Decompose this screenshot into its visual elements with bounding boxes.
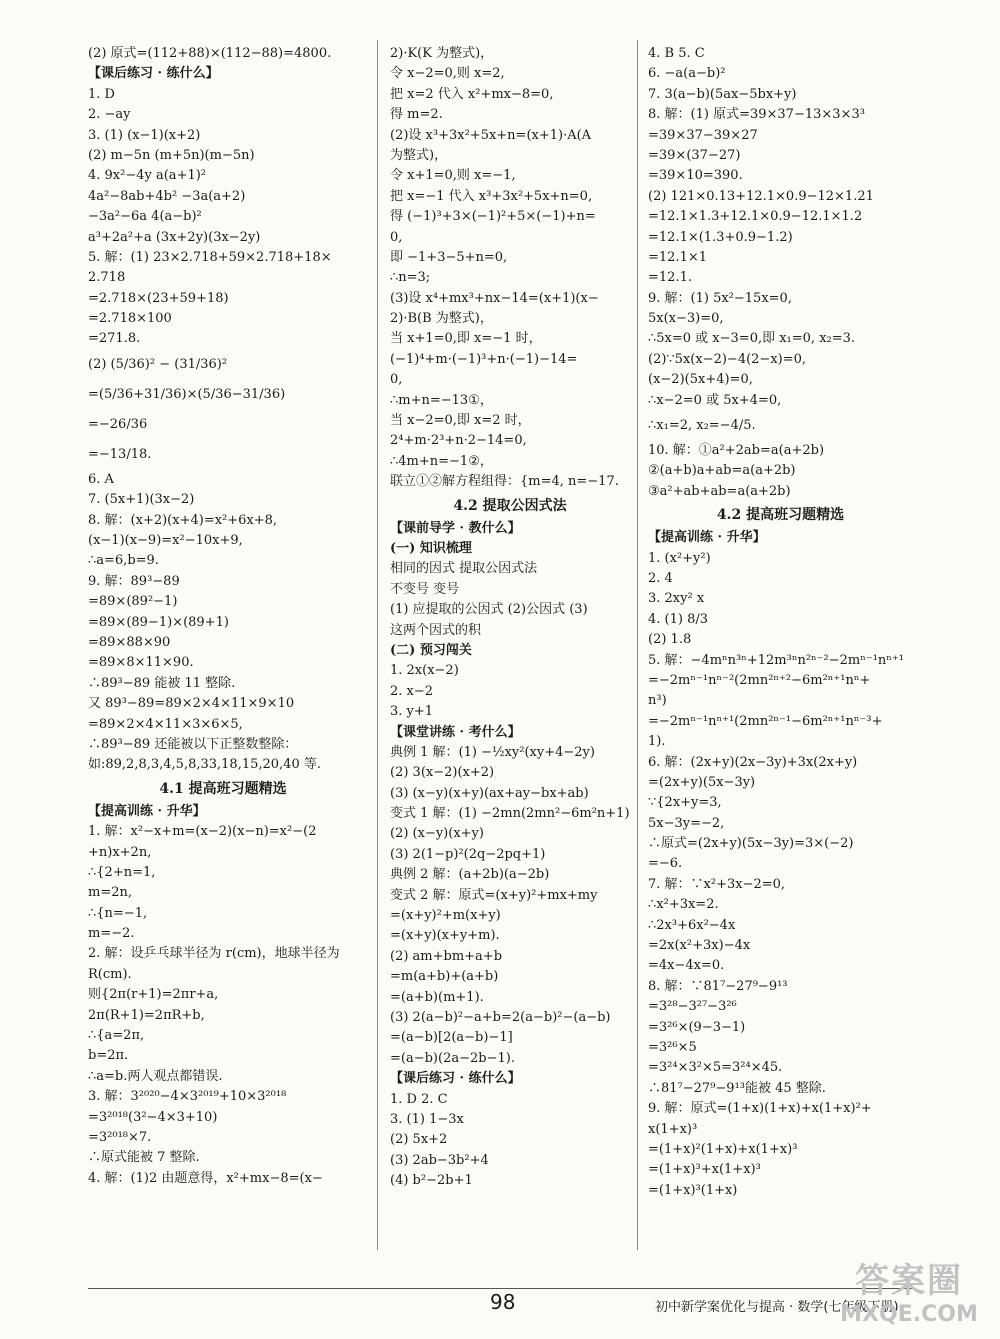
column-divider (377, 40, 378, 1250)
answer-line: 【课前导学 · 教什么】 (390, 520, 521, 536)
answer-line: (2) (x−y)(x+y) (390, 826, 484, 842)
answer-line: 【课堂讲练 · 考什么】 (390, 724, 521, 740)
answer-column-2 (390, 44, 630, 1191)
answer-line: ③a²+ab+ab=a(a+2b) (648, 483, 791, 499)
answer-line: 联立①②解方程组得：{m=4, n=−17. (390, 474, 619, 490)
answer-line: 4. 解：(1)2 由题意得，x²+mx−8=(x− (88, 1170, 323, 1186)
answer-line: 5. 解：(1) 23×2.718+59×2.718+18× (88, 249, 332, 265)
answer-line: 4. (1) 8/3 (648, 611, 709, 627)
answer-line: 2. 4 (648, 570, 673, 586)
answer-line: (2) 原式=(112+88)×(112−88)=4800. (88, 46, 332, 61)
answer-line: =3²⁰¹⁸×7. (88, 1129, 152, 1145)
answer-line: (2) (5/36)² − (31/36)² (88, 356, 228, 372)
answer-line: 即 −1+3−5+n=0, (390, 249, 508, 265)
answer-line: 又 89³−89=89×2×4×11×9×10 (88, 696, 295, 712)
answer-line: 4.2 提取公因式法 (453, 497, 567, 514)
watermark-logo: 答案圈 (855, 1261, 963, 1301)
answer-line: +n)x+2n, (88, 844, 152, 860)
page-number: 98 (490, 1290, 516, 1314)
answer-line: (2) 1.8 (648, 632, 692, 648)
answer-line: 典例 1 解：(1) −½xy²(xy+4−2y) (390, 744, 595, 760)
answer-line: a³+2a²+a (3x+2y)(3x−2y) (88, 229, 261, 245)
answer-line: 【课后练习 · 练什么】 (390, 1071, 521, 1087)
answer-line: =39×(37−27) (648, 147, 741, 163)
answer-line: =3²⁴×3²×5=3²⁴×45. (648, 1060, 783, 1076)
answer-line: =(1+x)³+x(1+x)³ (648, 1162, 761, 1178)
column-divider (637, 40, 638, 1250)
answer-line: (3) 2(1−p)²(2q−2pq+1) (390, 846, 546, 862)
answer-line: (二) 预习闯关 (390, 642, 472, 658)
answer-line: ∴x−2=0 或 5x+4=0, (648, 392, 782, 408)
answer-line: 2⁴+m·2³+n·2−14=0, (390, 433, 527, 449)
answer-line: ∴m+n=−13①， (390, 392, 493, 408)
answer-line: 6. A (88, 471, 114, 487)
answer-line: (3)设 x⁴+mx³+nx−14=(x+1)(x− (390, 290, 599, 306)
answer-line: ∵{2x+y=3, (648, 795, 722, 811)
answer-line: 3. (1) 1−3x (390, 1111, 464, 1127)
answer-line: (3) 2ab−3b²+4 (390, 1152, 489, 1168)
answer-line: =89×8×11×90. (88, 655, 194, 671)
answer-line: 3. (1) (x−1)(x+2) (88, 127, 201, 143)
answer-line: =(a−b)[2(a−b)−1] (390, 1030, 513, 1046)
answer-line: 4. 9x²−4y a(a+1)² (88, 168, 207, 184)
answer-line: =4x−4x=0. (648, 958, 725, 974)
answer-line: 2. −ay (88, 107, 131, 123)
answer-line: 如:89,2,8,3,4,5,8,33,18,15,20,40 等. (88, 757, 321, 773)
answer-line: 1. D (88, 86, 115, 102)
answer-line: =(a−b)(2a−2b−1). (390, 1050, 515, 1066)
answer-line: 8. 解：(1) 原式=39×37−13×3×3³ (648, 107, 865, 123)
answer-line: −3a²−6a 4(a−b)² (88, 209, 202, 225)
answer-line: =m(a+b)+(a+b) (390, 969, 499, 985)
answer-line: =(5/36+31/36)×(5/36−31/36) (88, 386, 286, 402)
answer-line: ∴原式=(2x+y)(5x−3y)=3×(−2) (648, 836, 854, 852)
answer-line: ∴89³−89 能被 11 整除. (88, 675, 236, 691)
answer-column-1 (88, 44, 358, 1189)
answer-line: =12.1×(1.3+0.9−1.2) (648, 229, 793, 245)
answer-line: 8. 解：∵81⁷−27⁹−9¹³ (648, 978, 788, 994)
answer-line: =2x(x²+3x)−4x (648, 938, 751, 954)
answer-line: ②(a+b)a+ab=a(a+2b) (648, 463, 796, 479)
answer-line: =−6. (648, 856, 683, 872)
answer-line: ∴{2+n=1, (88, 864, 156, 880)
answer-line: (2) 5x+2 (390, 1132, 448, 1148)
answer-line: =89×(89−1)×(89+1) (88, 614, 229, 630)
answer-line: 则{2π(r+1)=2πr+a, (88, 987, 219, 1003)
answer-line: 4.2 提高班习题精选 (716, 507, 845, 524)
answer-line: 得 m=2. (390, 107, 443, 123)
answer-line: ∴4m+n=−1②， (390, 453, 493, 469)
answer-line: 1. 解：x²−x+m=(x−2)(x−n)=x²−(2 (88, 824, 317, 840)
answer-line: ∴原式能被 7 整除. (88, 1150, 200, 1166)
answer-line: (2) 3(x−2)(x+2) (390, 765, 495, 781)
answer-line: 变式 1 解：(1) −2mn(2mn²−6m²n+1) (390, 806, 630, 822)
answer-line: (1) 应提取的公因式 (2)公因式 (3) (390, 602, 588, 618)
answer-line: =39×37−39×27 (648, 127, 758, 143)
answer-line: ∴2x³+6x²−4x (648, 917, 736, 933)
answer-line: 10. 解：①a²+2ab=a(a+2b) (648, 443, 825, 459)
answer-line: ∴n=3; (390, 270, 431, 286)
answer-line: ∴x₁=2, x₂=−4/5. (648, 418, 756, 434)
answer-line: 把 x=−1 代入 x³+3x²+5x+n=0, (390, 188, 593, 204)
watermark-url: MXQE.COM (840, 1302, 978, 1327)
answer-line: =3²⁰¹⁸(3²−4×3+10) (88, 1109, 218, 1125)
answer-line: (−1)⁴+m·(−1)³+n·(−1)−14= (390, 351, 578, 367)
answer-line: n³) (648, 693, 667, 709)
answer-line: =3²⁶×5 (648, 1039, 697, 1055)
answer-line: 令 x−2=0,则 x=2, (390, 66, 505, 82)
answer-line: 2. x−2 (390, 683, 434, 699)
answer-line: 把 x=2 代入 x²+mx−8=0, (390, 86, 554, 102)
answer-line: 3. 2xy² x (648, 591, 705, 607)
answer-line: 2.718 (88, 270, 126, 286)
answer-line: 当 x−2=0,即 x=2 时， (390, 413, 531, 429)
answer-line: 【提高训练 · 升华】 (88, 803, 206, 819)
answer-line: 7. (5x+1)(3x−2) (88, 492, 195, 508)
answer-line: 【提高训练 · 升华】 (648, 530, 766, 546)
answer-line: =(a+b)(m+1). (390, 989, 484, 1005)
answer-line: 5x(x−3)=0, (648, 311, 724, 327)
answer-line: (2) m−5n (m+5n)(m−5n) (88, 147, 255, 163)
answer-line: =89×2×4×11×3×6×5, (88, 716, 243, 732)
answer-line: =−26/36 (88, 416, 148, 432)
answer-line: 5x−3y=−2, (648, 815, 725, 831)
answer-line: 7. 解：∵x²+3x−2=0, (648, 876, 786, 892)
answer-line: =39×10=390. (648, 168, 743, 184)
answer-line: 8. 解：(x+2)(x+4)=x²+6x+8, (88, 512, 278, 528)
answer-line: 为整式)， (390, 147, 448, 163)
answer-line: (2) 121×0.13+12.1×0.9−12×1.21 (648, 188, 874, 204)
answer-line: ∴a=b.两人观点都错误. (88, 1068, 223, 1084)
answer-line: =89×(89²−1) (88, 594, 178, 610)
answer-line: (x−1)(x−9)=x²−10x+9, (88, 533, 243, 549)
book-title: 初中新学案优化与提高 · 数学(七年级下册) (655, 1300, 899, 1315)
answer-line: 6. 解：(2x+y)(2x−3y)+3x(2x+y) (648, 754, 858, 770)
watermark (834, 1253, 984, 1327)
footer-rule (88, 1288, 913, 1289)
answer-line: 变式 2 解：原式=(x+y)²+mx+my (390, 887, 598, 903)
answer-line: =−13/18. (88, 446, 152, 462)
answer-line: 5. 解：−4mⁿn³ⁿ+12m³ⁿn²ⁿ⁻²−2mⁿ⁻¹nⁿ⁺¹ (648, 652, 904, 668)
answer-line: 6. −a(a−b)² (648, 66, 726, 82)
answer-line: =12.1×1.3+12.1×0.9−12.1×1.2 (648, 209, 863, 225)
answer-line: =12.1×1 (648, 249, 708, 265)
answer-line: 【课后练习 · 练什么】 (88, 66, 219, 82)
answer-line: ∴{n=−1, (88, 905, 148, 921)
answer-line: (x−2)(5x+4)=0, (648, 372, 753, 388)
answer-line: =3²⁶×(9−3−1) (648, 1019, 746, 1035)
answer-line: ∴a=6,b=9. (88, 553, 159, 569)
answer-line: (3) 2(a−b)²−a+b=2(a−b)²−(a−b) (390, 1009, 611, 1025)
answer-line: (3) (x−y)(x+y)(ax+ay−bx+ab) (390, 785, 589, 801)
answer-line: 0, (390, 372, 403, 388)
answer-line: (一) 知识梳理 (390, 540, 472, 556)
answer-line: x(1+x)³ (648, 1121, 698, 1137)
answer-line: ∴5x=0 或 x−3=0,即 x₁=0, x₂=3. (648, 331, 856, 347)
answer-line: =−2mⁿ⁻¹nⁿ⁻²(2mn²ⁿ⁺²−6m²ⁿ⁺¹nⁿ+ (648, 672, 871, 688)
answer-line: 这两个因式的积 (390, 622, 482, 638)
answer-line: 相同的因式 提取公因式法 (390, 561, 538, 577)
answer-line: 4.1 提高班习题精选 (159, 780, 287, 797)
answer-line: 1. 2x(x−2) (390, 663, 459, 679)
answer-line: 2. 解：设乒乓球半径为 r(cm)，地球半径为 (88, 946, 340, 962)
answer-column-3 (648, 44, 913, 1201)
answer-line: ∴x²+3x=2. (648, 897, 719, 913)
answer-line: 2)·K(K 为整式)， (390, 46, 494, 61)
answer-line: =2.718×100 (88, 311, 172, 327)
answer-line: 不变号 变号 (390, 581, 460, 597)
answer-line: 典例 2 解：(a+2b)(a−2b) (390, 867, 550, 883)
answer-line: 7. 3(a−b)(5ax−5bx+y) (648, 86, 797, 102)
answer-line: =3²⁸−3²⁷−3²⁶ (648, 999, 737, 1015)
answer-line: 2)·B(B 为整式)， (390, 311, 493, 327)
answer-line: m=2n, (88, 885, 132, 901)
answer-line: 1). (648, 734, 666, 750)
answer-line: =271.8. (88, 331, 141, 347)
answer-line: 4. B 5. C (648, 46, 705, 61)
answer-line: 0, (390, 229, 403, 245)
answer-line: (4) b²−2b+1 (390, 1173, 473, 1189)
answer-line: 1. D 2. C (390, 1091, 448, 1107)
answer-line: (2) am+bm+a+b (390, 948, 503, 964)
answer-line: 9. 解：原式=(1+x)(1+x)+x(1+x)²+ (648, 1101, 872, 1117)
answer-line: (2)设 x³+3x²+5x+n=(x+1)·A(A (390, 127, 592, 143)
answer-line: 令 x+1=0,则 x=−1, (390, 168, 516, 184)
answer-line: 当 x+1=0,即 x=−1 时， (390, 331, 542, 347)
answer-line: =(2x+y)(5x−3y) (648, 774, 756, 790)
answer-line: 9. 解：89³−89 (88, 573, 180, 589)
answer-line: 3. 解：3²⁰²⁰−4×3²⁰¹⁹+10×3²⁰¹⁸ (88, 1089, 287, 1105)
answer-line: b=2π. (88, 1048, 129, 1064)
answer-line: 4a²−8ab+4b² −3a(a+2) (88, 188, 246, 204)
answer-line: 3. y+1 (390, 704, 434, 720)
answer-line: 9. 解：(1) 5x²−15x=0, (648, 290, 792, 306)
answer-line: =−2mⁿ⁻¹nⁿ⁺¹(2mn²ⁿ⁻¹−6m²ⁿ⁺¹nⁿ⁻³+ (648, 713, 883, 729)
answer-line: =(x+y)(x+y+m). (390, 928, 500, 944)
answer-line: =89×88×90 (88, 634, 171, 650)
answer-line: m=−2. (88, 926, 135, 942)
answer-line: 1. (x²+y²) (648, 550, 711, 566)
answer-line: (2)∵5x(x−2)−4(2−x)=0, (648, 351, 807, 367)
answer-line: 2π(R+1)=2πR+b, (88, 1007, 205, 1023)
answer-line: 得 (−1)³+3×(−1)²+5×(−1)+n= (390, 209, 596, 225)
answer-line: =2.718×(23+59+18) (88, 290, 229, 306)
answer-line: =(1+x)²(1+x)+x(1+x)³ (648, 1141, 798, 1157)
answer-line: =(x+y)²+m(x+y) (390, 908, 501, 924)
answer-line: ∴89³−89 还能被以下正整数整除： (88, 736, 298, 752)
answer-line: ∴81⁷−27⁹−9¹³能被 45 整除. (648, 1080, 826, 1096)
answer-line: R(cm). (88, 966, 132, 982)
answer-line: ∴{a=2π, (88, 1028, 145, 1044)
answer-line: =12.1. (648, 270, 692, 286)
answer-line: =(1+x)³(1+x) (648, 1182, 738, 1198)
